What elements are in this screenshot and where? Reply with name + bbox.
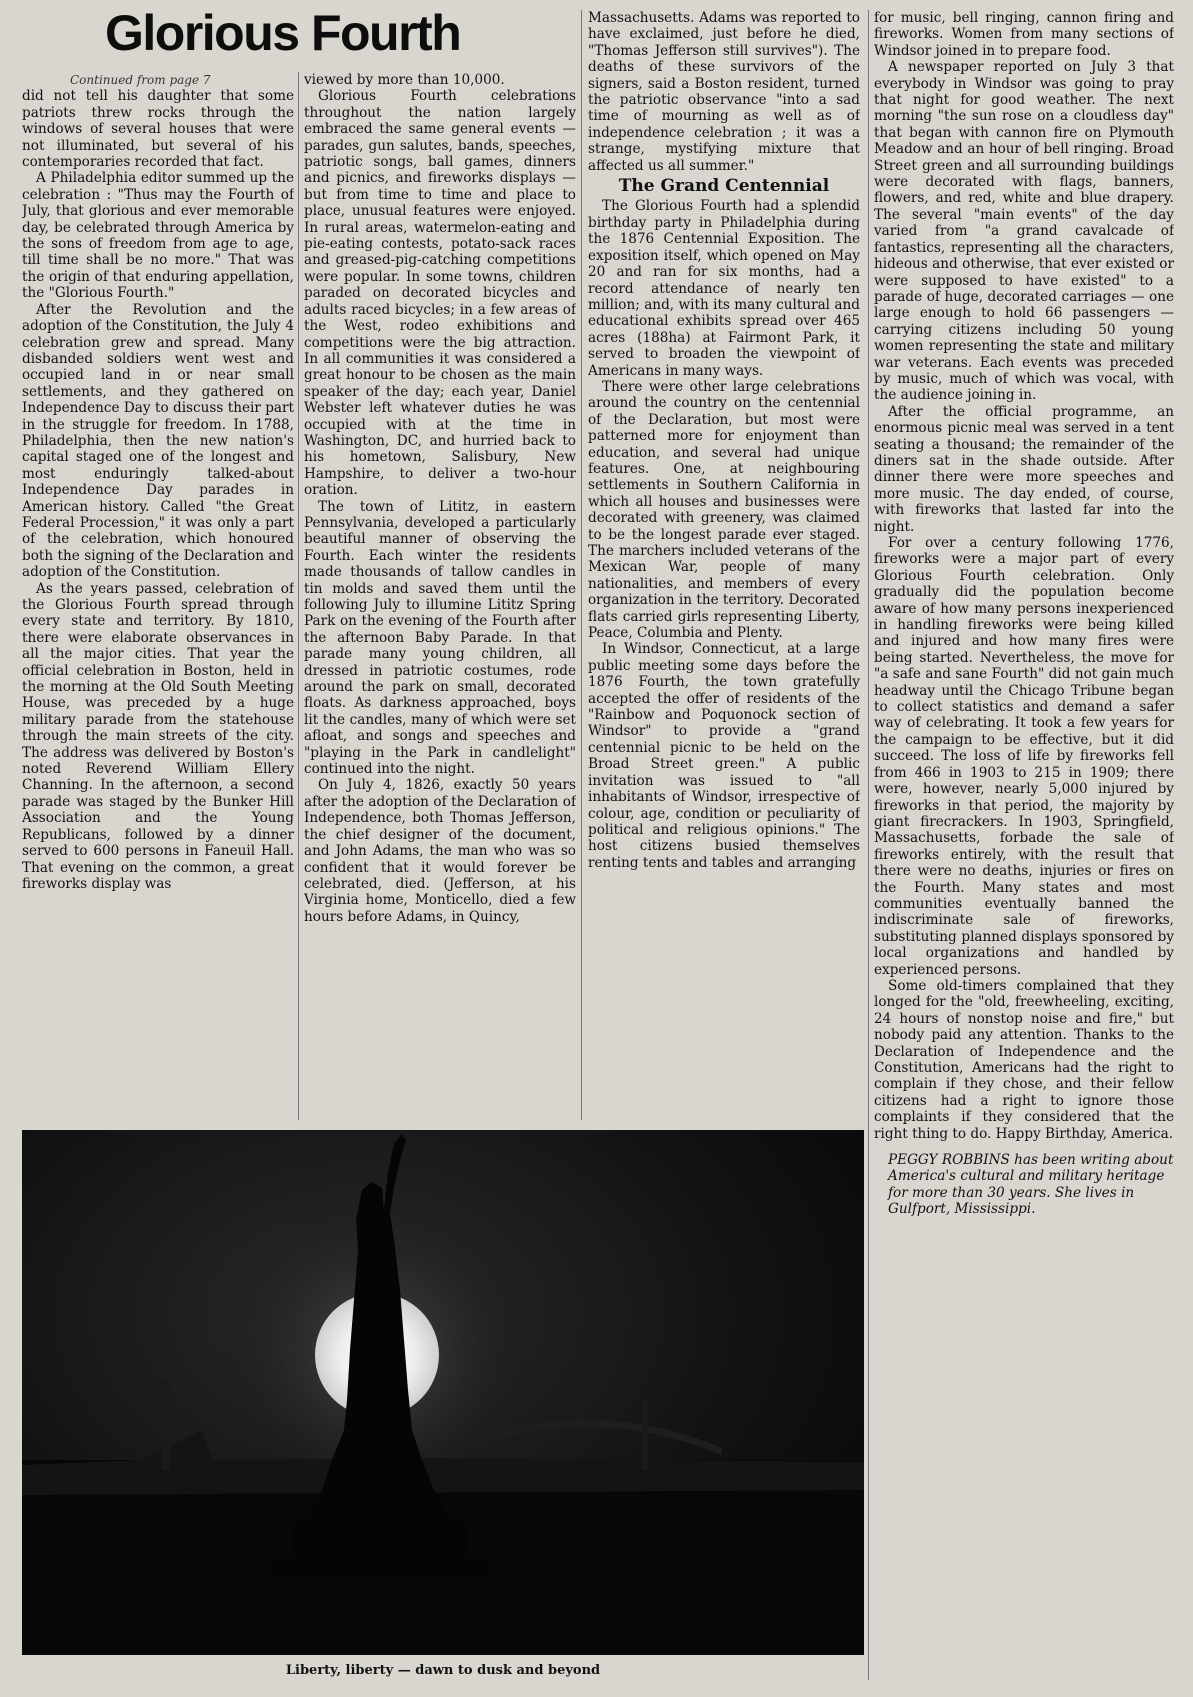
subheading: The Grand Centennial — [618, 176, 830, 197]
column-divider — [581, 10, 582, 1120]
photo-illustration — [22, 1130, 864, 1655]
paragraph: Glorious Fourth celebrations throughout the nation largely embraced the same general events — parades, gun salutes, bands, speeches, patriotic songs, ball games, dinners and picnics, and fireworks displays — but from time to time and place to place, unusual features were enjoyed. In rural areas, watermelon-eating and pie-eating contests, potato-sack races and greased-pig-catching competitions were popular. In some towns, children paraded on decorated bicycles and adults raced bicycles; in a few areas of the West, rodeo exhibitions and competitions were the big attraction. In all communities it was considered a great honour to be chosen as the main speaker of the day; each year, Daniel Webster left whatever duties he was occupied with at the time in Washington, DC, and hurried back to his hometown, Salisbury, New Hampshire, to deliver a two-hour oration. — [304, 88, 576, 499]
paragraph: did not tell his daughter that some patriots threw rocks through the windows of several houses that were not illuminated, but several of his contemporaries recorded that fact. — [22, 88, 294, 171]
crane — [642, 1400, 648, 1470]
paragraph: As the years passed, celebration of the Glorious Fourth spread through every state and territory. By 1810, there were elaborate observances in all the major cities. That year the official celebration in Boston, held in the morning at the Old South Meeting House, was preceded by a huge military parade from the statehouse through the main streets of the city. The address was delivered by Boston's noted Reverend William Ellery Channing. In the afternoon, a second parade was staged by the Bunker Hill Association and the Young Republicans, followed by a dinner served to 600 persons in Faneuil Hall. That evening on the common, a great fireworks display was — [22, 580, 294, 892]
crane — [162, 1380, 170, 1470]
paragraph: There were other large celebrations around the country on the centennial of the Declaration, but most were patterned more for enjoyment than education, and several had unique features. One, at neighbouring settlements in Southern California in which all houses and businesses were decorated with greenery, was claimed to be the longest parade ever staged. The marchers included veterans of the Mexican War, people of many nationalities, and members of every organization in the territory. Decorated flats carried girls representing Liberty, Peace, Columbia and Plenty. — [588, 378, 860, 642]
column-divider — [298, 72, 299, 1120]
pedestal-base — [272, 1558, 487, 1578]
paragraph: A Philadelphia editor summed up the celebration : "Thus may the Fourth of July, that glorious and ever memorable day, be celebrated through America by the sons of freedom from age to age, till time shall be no more." That was the origin of that enduring appellation, the "Glorious Fourth." — [22, 170, 294, 302]
paragraph: viewed by more than 10,000. — [304, 72, 505, 88]
paragraph: The Glorious Fourth had a splendid birthday party in Philadelphia during the 1876 Centennial Exposition. The exposition itself, which opened on May 20 and ran for six months, had a record attendance of nearly ten million; and, with its many cultural and educational exhibits spread over 465 acres (188ha) at Fairmont Park, it served to broaden the viewpoint of Americans in many ways. — [588, 198, 860, 379]
author-byline: PEGGY ROBBINS has been writing about America's cultural and military heritage for more than 30 years. She lives in Gulfport, Mississippi. — [888, 1152, 1174, 1218]
column-1 — [22, 72, 294, 1120]
paragraph: Some old-timers complained that they longed for the "old, freewheeling, exciting, 24 hours of nonstop noise and fire," but nobody paid any attention. Thanks to the Declaration of Independence and the Constitution, Americans had the right to complain if they chose, and their fellow citizens had a right to ignore those complaints if they considered that the right thing to do. Happy Birthday, America. — [874, 977, 1174, 1142]
paragraph: For over a century following 1776, fireworks were a major part of every Glorious Fourth celebration. Only gradually did the population become aware of how many persons inexperienced in handling fireworks were being killed and injured and how many fires were being started. Nevertheless, the move for "a safe and sane Fourth" did not gain much headway until the Chicago Tribune began to collect statistics and demand a safer way of celebrating. It took a few years for the campaign to be effective, but it did succeed. The loss of life by fireworks fell from 466 in 1903 to 215 in 1909; there were, however, nearly 5,000 injured by fireworks in that period, the majority by giant firecrackers. In 1903, Springfield, Massachusetts, forbade the sale of fireworks entirely, with the result that there were no deaths, injuries or fires on the Fourth. Many states and most communities eventually banned the indiscriminate sale of fireworks, substituting planned displays sponsored by local organizations and handled by experienced persons. — [874, 535, 1174, 978]
paragraph: for music, bell ringing, cannon firing and fireworks. Women from many sections of Windsor joined in to prepare food. — [874, 10, 1174, 59]
paragraph: Massachusetts. Adams was reported to have exclaimed, just before he died, "Thomas Jefferson still survives"). The deaths of these survivors of the signers, said a Boston resident, turned the patriotic observance "into a sad time of mourning as well as of independence celebration ; it was a strange, mystifying mixture that affected us all summer." — [588, 10, 860, 174]
column-4 — [874, 10, 1174, 1690]
paragraph: In Windsor, Connecticut, at a large public meeting some days before the 1876 Fourth, the town gratefully accepted the offer of residents of the "Rainbow and Poquonock section of Windsor" to provide a "grand centennial picnic to be held on the Broad Street green." A public invitation was issued to "all inhabitants of Windsor, irrespective of colour, age, condition or peculiarity of political and religious opinions." The host citizens busied themselves renting tents and tables and arranging — [588, 641, 860, 871]
paragraph: On July 4, 1826, exactly 50 years after the adoption of the Declaration of Independence, both Thomas Jefferson, the chief designer of the document, and John Adams, the man who was so confident that it would forever be celebrated, died. (Jefferson, at his Virginia home, Monticello, died a few hours before Adams, in Quincy, — [304, 777, 576, 925]
statue-of-liberty-photo — [22, 1130, 864, 1655]
paragraph: After the official programme, an enormous picnic meal was served in a tent seating a thousand; the remainder of the diners sat in the shade outside. After dinner there were more speeches and more music. The day ended, of course, with fireworks that lasted far into the night. — [874, 403, 1174, 535]
column-3 — [588, 10, 860, 1120]
column-2 — [304, 72, 576, 1120]
headline: Glorious Fourth — [105, 5, 461, 61]
column-divider — [868, 10, 869, 1680]
paragraph: The town of Lititz, in eastern Pennsylvania, developed a particularly beautiful manner of observing the Fourth. Each winter the residents made thousands of tallow candles in tin molds and saved them until the following July to illumine Lititz Spring Park on the evening of the Fourth after the afternoon Baby Parade. In that parade many young children, all dressed in patriotic costumes, rode around the park on small, decorated floats. As darkness approached, boys lit the candles, many of which were set afloat, and songs and speeches and "playing in the Park in candlelight" continued into the night. — [304, 498, 576, 778]
continued-note: Continued from page 7 — [70, 73, 211, 87]
paragraph: A newspaper reported on July 3 that everybody in Windsor was going to pray that night for good weather. The next morning "the sun rose on a cloudless day" that began with cannon fire on Plymouth Meadow and an hour of bell ringing. Broad Street green and all surrounding buildings were decorated with flags, banners, flowers, and red, white and blue drapery. The several "main events" of the day varied from "a grand cavalcade of fantastics, representing all the characters, hideous and otherwise, that ever existed or were supposed to have existed" to a parade of huge, decorated carriages — one large enough to hold 66 passengers — carrying citizens including 50 young women representing the state and military war veterans. Each events was preceded by music, much of which was vocal, with the audience joining in. — [874, 59, 1174, 404]
paragraph: After the Revolution and the adoption of the Constitution, the July 4 celebration grew and spread. Many disbanded soldiers went west and occupied land in or near small settlements, and they gathered on Independence Day to discuss their part in the struggle for freedom. In 1788, Philadelphia, then the new nation's capital staged one of the longest and most enduringly talked-about Independence Day parades in American history. Called "the Great Federal Procession," it was only a part of the celebration, which honoured both the signing of the Declaration and adoption of the Constitution. — [22, 301, 294, 581]
photo-caption: Liberty, liberty — dawn to dusk and beyond — [285, 1663, 601, 1678]
pedestal — [292, 1522, 467, 1562]
